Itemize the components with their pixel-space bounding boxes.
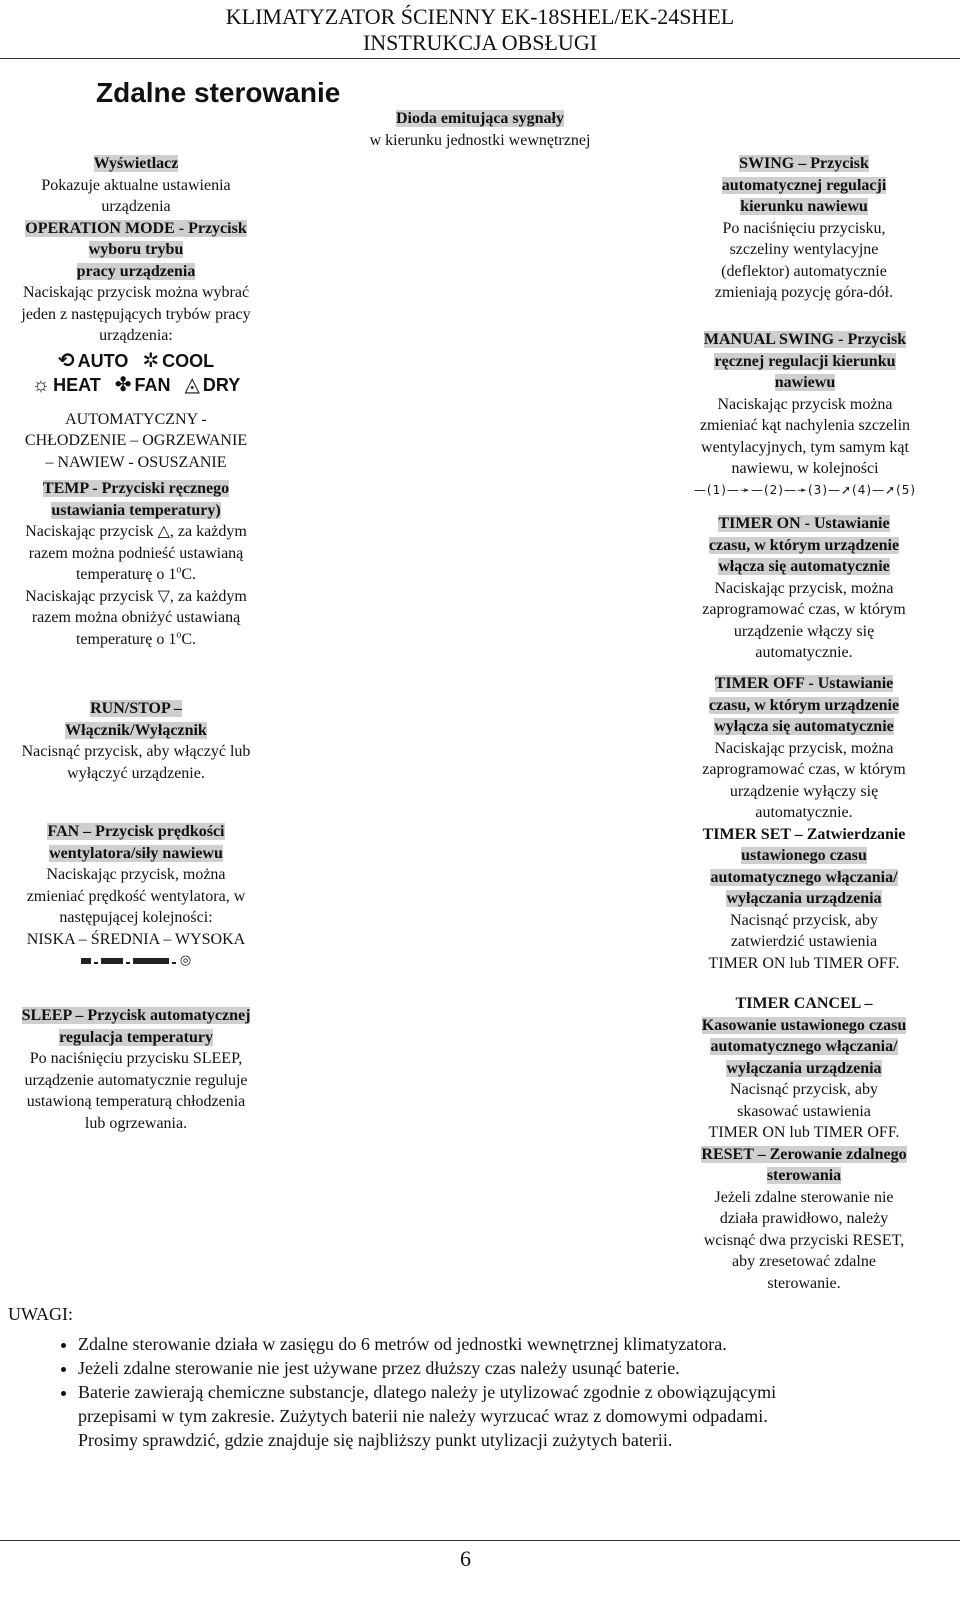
notes-section bbox=[8, 1302, 948, 1452]
fan-block bbox=[0, 821, 272, 969]
swing-line: szczeliny wentylacyjne bbox=[729, 241, 879, 258]
timer-on-line: urządzenie włączy się bbox=[733, 622, 875, 640]
timer-off-line: zaprogramować czas, w którym bbox=[702, 761, 906, 778]
timer-set-title: automatycznego włączania/ bbox=[710, 868, 898, 886]
timer-cancel-block bbox=[684, 993, 924, 1294]
fan-line: NISKA – ŚREDNIA – WYSOKA bbox=[26, 930, 246, 948]
temp-text: temperaturę o 1 bbox=[75, 630, 177, 648]
manual-swing-title: nawiewu bbox=[774, 374, 836, 391]
reset-line: działa prawidłowo, należy bbox=[719, 1210, 889, 1227]
swing-title: kierunku nawiewu bbox=[740, 198, 868, 215]
manual-swing-title: ręcznej regulacji kierunku bbox=[714, 352, 896, 370]
note-item bbox=[78, 1356, 948, 1380]
timer-cancel-title: automatycznego włączania/ bbox=[710, 1038, 898, 1055]
fan-icon: ✤ FAN bbox=[114, 373, 171, 396]
notes-heading-colon: : bbox=[68, 1304, 74, 1324]
triangle-up-icon: △ bbox=[157, 523, 170, 540]
cool-icon: ✲ COOL bbox=[142, 349, 215, 372]
auto-icon: ⟲ AUTO bbox=[57, 349, 129, 372]
runstop-block bbox=[0, 698, 272, 784]
timer-set-line: zatwierdzić ustawienia bbox=[730, 933, 878, 950]
temp-down-line bbox=[0, 586, 272, 608]
timer-set-line: TIMER ON lub TIMER OFF. bbox=[708, 954, 900, 972]
degree-sup: o bbox=[176, 629, 182, 641]
fan-line: Naciskając przycisk, można bbox=[46, 866, 226, 883]
temp-text: Naciskając przycisk bbox=[25, 587, 154, 605]
timer-off-block bbox=[684, 673, 924, 974]
manual-swing-line: nawiewu, w kolejności bbox=[731, 460, 879, 477]
mode-line: Naciskając przycisk można wybrać bbox=[22, 284, 250, 301]
manual-swing-line: wentylacyjnych, tym samym kąt bbox=[701, 438, 909, 456]
notes-heading-text: UWAGI bbox=[8, 1304, 68, 1324]
timer-cancel-title: wyłączania urządzenia bbox=[726, 1059, 882, 1077]
manual-swing-line: zmieniać kąt nachylenia szczelin bbox=[699, 417, 911, 434]
display-line: Pokazuje aktualne ustawienia bbox=[41, 176, 231, 194]
timer-set-title: wyłączania urządzenia bbox=[726, 890, 882, 907]
timer-cancel-line: TIMER ON lub TIMER OFF. bbox=[708, 1124, 900, 1141]
fan-label: FAN bbox=[134, 374, 171, 395]
temp-text: razem można podnieść ustawianą bbox=[28, 544, 244, 562]
timer-on-line: zaprogramować czas, w którym bbox=[702, 601, 906, 618]
dry-icon: ◬ DRY bbox=[184, 373, 241, 396]
dry-label: DRY bbox=[202, 374, 241, 395]
note-line: Prosimy sprawdzić, gdzie znajduje się najbliższy punkt utylizacji zużytych baterii. bbox=[78, 1430, 673, 1450]
timer-off-line: urządzenie wyłączy się bbox=[729, 782, 879, 800]
swing-line: zmieniają pozycję góra-dół. bbox=[714, 284, 894, 301]
fan-speed-icon: ◎ bbox=[0, 950, 272, 969]
temp-text: temperaturę o 1 bbox=[75, 566, 177, 583]
temp-block bbox=[0, 478, 272, 650]
swing-sequence-icon: —(1)—➛—(2)—➛(3)—➚(4)—➚(5) bbox=[693, 482, 917, 497]
sleep-title: regulacja temperatury bbox=[59, 1028, 213, 1046]
note-item bbox=[78, 1332, 948, 1356]
cool-label: COOL bbox=[162, 350, 215, 371]
timer-off-title: wyłącza się automatycznie bbox=[714, 718, 894, 735]
degree-unit: C. bbox=[181, 566, 197, 583]
temp-up-line bbox=[0, 521, 272, 543]
temp-title: TEMP - Przyciski ręcznego bbox=[42, 480, 230, 497]
runstop-line: wyłączyć urządzenie. bbox=[67, 764, 205, 782]
mode-icons-row-1 bbox=[0, 349, 272, 373]
heat-icon: ☼ HEAT bbox=[31, 373, 101, 396]
swing-block bbox=[684, 153, 924, 304]
note-line: Jeżeli zdalne sterowanie nie jest używane przez dłuższy czas należy usunąć baterie. bbox=[78, 1358, 680, 1378]
swing-title: SWING – Przycisk bbox=[739, 155, 869, 172]
timer-on-title: czasu, w którym urządzenie bbox=[708, 536, 900, 554]
mode-title: OPERATION MODE - Przycisk bbox=[25, 219, 247, 237]
display-title: Wyświetlacz bbox=[93, 155, 179, 172]
temp-up-degree bbox=[0, 564, 272, 586]
timer-cancel-title: TIMER CANCEL – bbox=[735, 995, 873, 1012]
footer-divider bbox=[0, 1540, 960, 1541]
page-header bbox=[160, 4, 800, 56]
mode-line: urządzenia: bbox=[99, 327, 173, 344]
temp-down-degree bbox=[0, 629, 272, 651]
notes-list bbox=[8, 1332, 948, 1452]
mode-line: jeden z następujących trybów pracy bbox=[21, 305, 251, 323]
fan-title: FAN – Przycisk prędkości bbox=[47, 823, 225, 840]
mode-title: wyboru trybu bbox=[88, 241, 184, 258]
timer-on-title: włącza się automatycznie bbox=[718, 558, 890, 575]
reset-line: sterowanie. bbox=[767, 1274, 841, 1292]
reset-line: Jeżeli zdalne sterowanie nie bbox=[714, 1188, 894, 1206]
triangle-down-icon: ▽ bbox=[157, 587, 170, 605]
swing-line: Po naciśnięciu przycisku, bbox=[722, 219, 886, 237]
timer-off-title: czasu, w którym urządzenie bbox=[708, 696, 900, 714]
timer-off-line: Naciskając przycisk, można bbox=[714, 739, 894, 757]
runstop-title: RUN/STOP – bbox=[90, 700, 182, 717]
swing-title: automatycznej regulacji bbox=[721, 176, 887, 194]
heat-label: HEAT bbox=[53, 374, 101, 395]
manual-swing-title: MANUAL SWING - Przycisk bbox=[703, 331, 907, 348]
timer-cancel-line: skasować ustawienia bbox=[737, 1102, 871, 1120]
temp-text: , za każdym bbox=[169, 587, 247, 605]
modes-line: AUTOMATYCZNY - bbox=[65, 410, 207, 428]
runstop-line: Nacisnąć przycisk, aby włączyć lub bbox=[21, 743, 251, 760]
timer-set-title: ustawionego czasu bbox=[741, 847, 867, 864]
degree-unit: C. bbox=[181, 630, 197, 648]
section-title: Zdalne sterowanie bbox=[96, 77, 341, 108]
degree-sup: o bbox=[176, 564, 182, 576]
timer-cancel-line: Nacisnąć przycisk, aby bbox=[730, 1081, 878, 1098]
header-subtitle: INSTRUKCJA OBSŁUGI bbox=[362, 30, 598, 55]
header-divider bbox=[0, 58, 960, 59]
fan-title: wentylatora/siły nawiewu bbox=[49, 844, 223, 862]
sleep-line: ustawioną temperaturą chłodzenia bbox=[26, 1093, 246, 1110]
timer-off-title: TIMER OFF - Ustawianie bbox=[714, 675, 894, 692]
diode-text: w kierunku jednostki wewnętrznej bbox=[369, 131, 591, 149]
fan-line: następującej kolejności: bbox=[59, 909, 213, 926]
modes-line: CHŁODZENIE – OGRZEWANIE bbox=[24, 432, 248, 449]
timer-set-title: TIMER SET – Zatwierdzanie bbox=[702, 825, 906, 843]
sleep-line: lub ogrzewania. bbox=[84, 1114, 188, 1132]
timer-set-line: Nacisnąć przycisk, aby bbox=[730, 911, 878, 929]
diode-title: Dioda emitująca sygnały bbox=[396, 110, 564, 127]
display-block bbox=[0, 153, 272, 473]
diode-block bbox=[340, 108, 620, 151]
manual-swing-block bbox=[680, 329, 930, 501]
reset-title: sterowania bbox=[766, 1167, 842, 1184]
temp-text: razem można obniżyć ustawianą bbox=[31, 609, 241, 626]
note-item bbox=[78, 1380, 948, 1452]
temp-title: ustawiania temperatury) bbox=[51, 501, 221, 519]
timer-on-block bbox=[684, 513, 924, 664]
sleep-block bbox=[0, 1005, 272, 1134]
timer-on-line: Naciskając przycisk, można bbox=[714, 579, 894, 597]
timer-on-title: TIMER ON - Ustawianie bbox=[718, 515, 890, 532]
temp-text: , za każdym bbox=[169, 523, 247, 540]
mode-title: pracy urządzenia bbox=[76, 262, 196, 280]
sleep-title: SLEEP – Przycisk automatycznej bbox=[21, 1007, 251, 1024]
note-line: przepisami w tym zakresie. Zużytych baterii nie należy wyrzucać wraz z domowymi odpadami. bbox=[78, 1406, 768, 1426]
temp-text: Naciskając przycisk bbox=[25, 523, 154, 540]
reset-line: wcisnąć dwa przyciski RESET, bbox=[703, 1231, 905, 1249]
note-line: Zdalne sterowanie działa w zasięgu do 6 metrów od jednostki wewnętrznej klimatyzatora. bbox=[78, 1334, 727, 1354]
display-line: urządzenia bbox=[101, 198, 171, 215]
sleep-line: urządzenie automatycznie reguluje bbox=[24, 1071, 248, 1089]
reset-title: RESET – Zerowanie zdalnego bbox=[701, 1145, 907, 1163]
notes-heading bbox=[8, 1302, 948, 1326]
fan-line: zmieniać prędkość wentylatora, w bbox=[26, 887, 246, 905]
swing-line: (deflektor) automatycznie bbox=[721, 262, 887, 280]
header-title: KLIMATYZATOR ŚCIENNY EK-18SHEL/EK-24SHEL bbox=[225, 4, 735, 29]
modes-line: – NAWIEW - OSUSZANIE bbox=[45, 453, 227, 471]
timer-off-line: automatycznie. bbox=[755, 804, 853, 821]
note-line: • Baterie zawierają chemiczne substancje, dlatego należy je utylizować zgodnie z obowiązującymi bbox=[78, 1382, 777, 1402]
runstop-title: Włącznik/Wyłącznik bbox=[65, 721, 207, 739]
page-number: 6 bbox=[460, 1546, 471, 1571]
manual-swing-line: Naciskając przycisk można bbox=[717, 395, 893, 413]
timer-on-line: automatycznie. bbox=[755, 644, 853, 661]
auto-label: AUTO bbox=[77, 350, 129, 371]
mode-icons-row-2 bbox=[0, 373, 272, 397]
reset-line: aby zresetować zdalne bbox=[732, 1253, 876, 1270]
timer-cancel-title: Kasowanie ustawionego czasu bbox=[701, 1016, 907, 1034]
sleep-line: Po naciśnięciu przycisku SLEEP, bbox=[29, 1050, 243, 1067]
